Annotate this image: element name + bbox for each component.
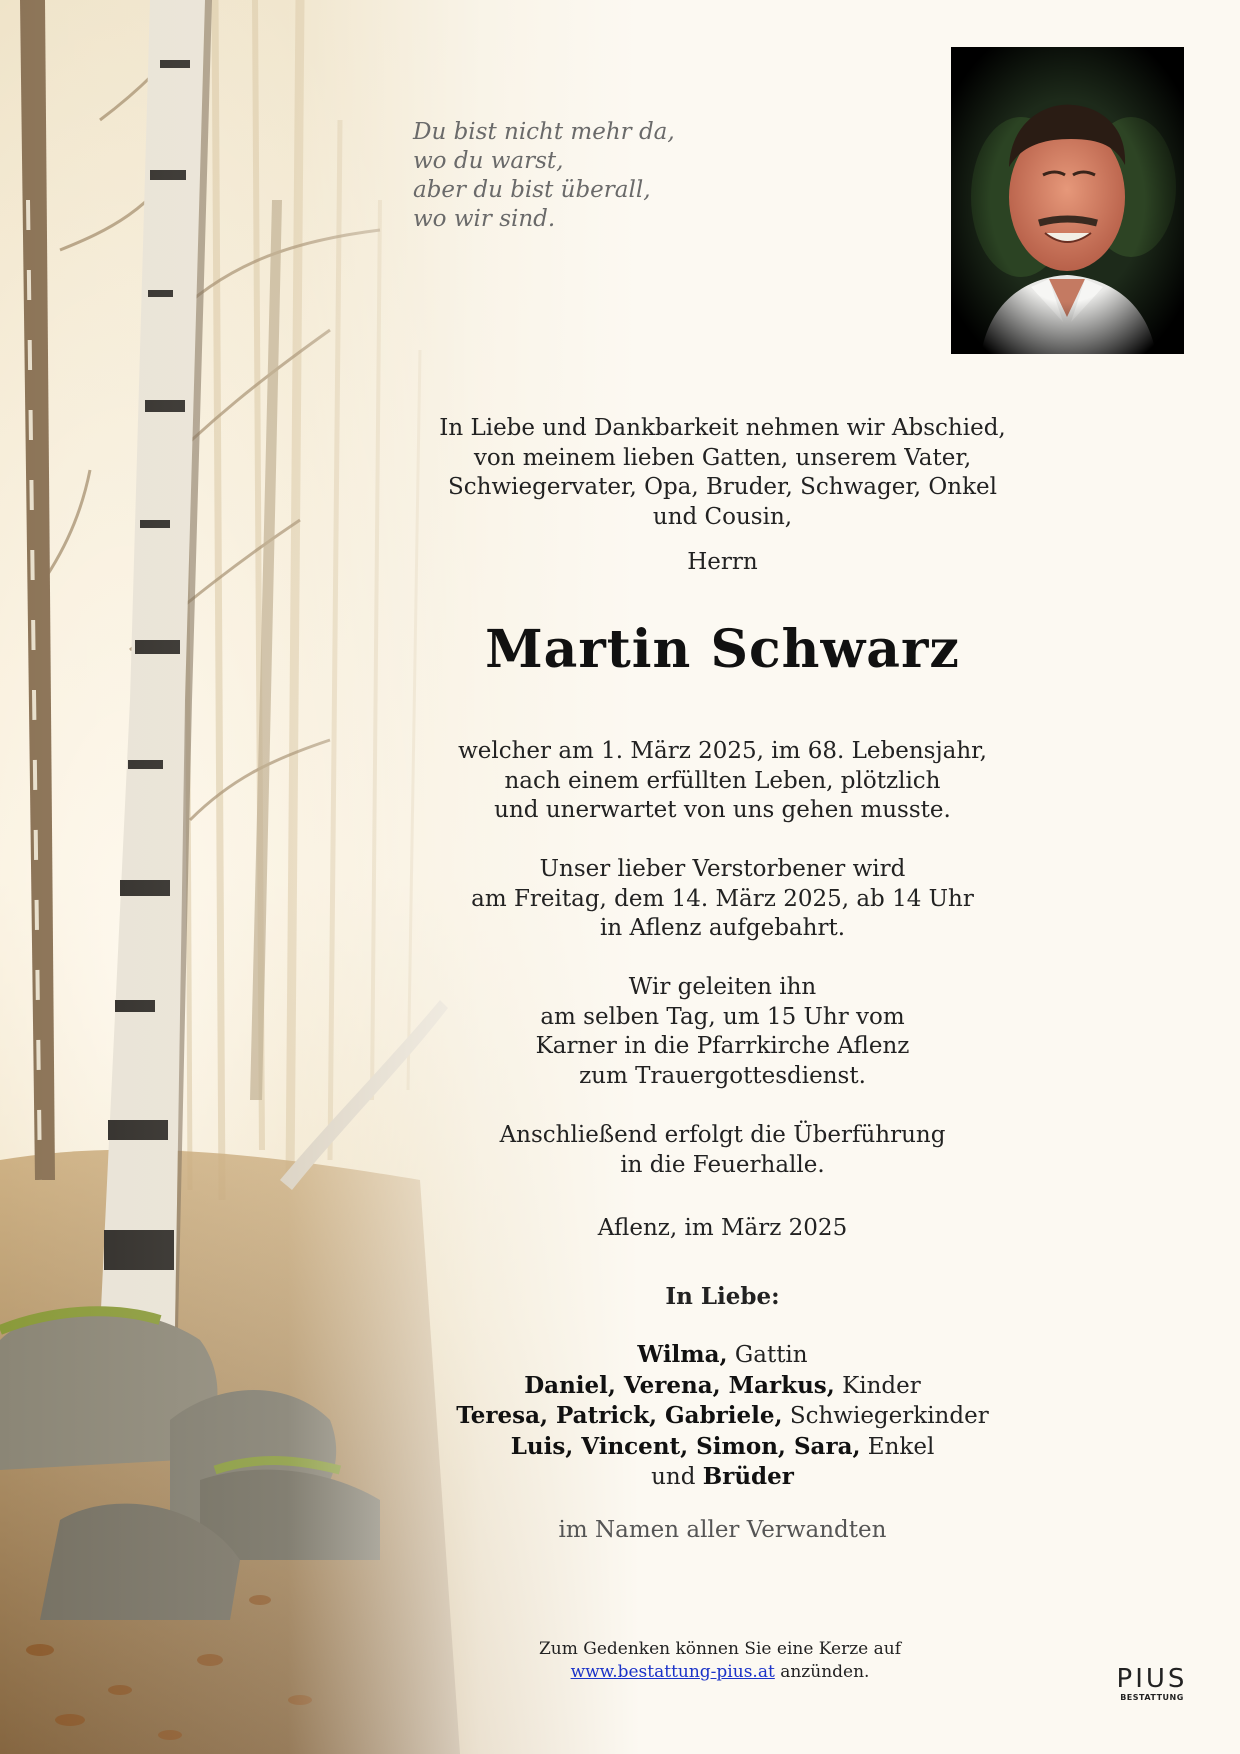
- pius-logo: [1107, 1665, 1197, 1703]
- death-line: nach einem erfüllten Leben, plötzlich: [504, 767, 941, 794]
- death-paragraph: [400, 737, 1045, 826]
- mourner-role: Enkel: [867, 1433, 935, 1460]
- death-line: welcher am 1. März 2025, im 68. Lebensjahr,: [458, 738, 987, 764]
- funeral-line: Wir geleiten ihn: [628, 974, 817, 1000]
- intro-line: In Liebe und Dankbarkeit nehmen wir Abschied,: [439, 415, 1006, 441]
- relatives-note: im Namen aller Verwandten: [558, 1517, 887, 1543]
- transfer-line: Anschließend erfolgt die Überführung: [499, 1122, 946, 1148]
- transfer-paragraph: [400, 1121, 1045, 1180]
- viewing-line: Unser lieber Verstorbener wird: [539, 856, 906, 882]
- funeral-paragraph: [400, 973, 1045, 1091]
- intro-line: von meinem lieben Gatten, unserem Vater,: [473, 444, 972, 471]
- mourner-names: Teresa, Patrick, Gabriele,: [456, 1402, 783, 1429]
- place-date: Aflenz, im März 2025: [597, 1215, 848, 1241]
- mourner-names: Brüder: [702, 1463, 794, 1490]
- funeral-line: Karner in die Pfarrkirche Aflenz: [535, 1033, 910, 1059]
- portrait-photo: [951, 47, 1184, 354]
- mourner-names: Luis, Vincent, Simon, Sara,: [510, 1432, 861, 1460]
- candle-notice: [480, 1638, 960, 1684]
- intro-text: [400, 414, 1045, 532]
- poem-line: wo wir sind.: [413, 206, 556, 232]
- mourner-role: Schwiegerkinder: [789, 1403, 989, 1429]
- funeral-line: zum Trauergottesdienst.: [579, 1062, 866, 1089]
- candle-link[interactable]: www.bestattung-pius.at: [570, 1662, 775, 1682]
- poem: [413, 118, 753, 234]
- mourners-list: [400, 1340, 1045, 1493]
- poem-line: wo du warst,: [413, 148, 564, 174]
- mourner-line-widow: [400, 1340, 1045, 1371]
- poem-line: aber du bist überall,: [413, 177, 651, 203]
- mourner-names: Daniel, Verena, Markus,: [524, 1371, 835, 1399]
- viewing-line: in Aflenz aufgebahrt.: [599, 915, 846, 941]
- in-liebe-heading: In Liebe:: [665, 1283, 780, 1310]
- mourner-role: Gattin: [734, 1342, 808, 1368]
- poem-line: Du bist nicht mehr da,: [413, 119, 675, 145]
- intro-line: Schwiegervater, Opa, Bruder, Schwager, Onkel: [448, 474, 997, 500]
- deceased-name: Martin Schwarz: [485, 619, 960, 680]
- salutation: Herrn: [687, 549, 758, 575]
- funeral-line: am selben Tag, um 15 Uhr vom: [540, 1003, 905, 1030]
- viewing-paragraph: [400, 855, 1045, 944]
- intro-line: und Cousin,: [652, 503, 793, 530]
- mourner-line-grandchildren: [400, 1432, 1045, 1463]
- death-line: und unerwartet von uns gehen musste.: [494, 797, 951, 823]
- mourner-line-brothers: [400, 1462, 1045, 1493]
- logo-subtitle: BESTATTUNG: [1120, 1693, 1184, 1702]
- candle-line: Zum Gedenken können Sie eine Kerze auf: [538, 1639, 902, 1659]
- logo-word: PIUS: [1116, 1664, 1188, 1694]
- candle-suffix: anzünden.: [780, 1662, 870, 1682]
- candle-line: [480, 1661, 960, 1684]
- mourner-line-inlaws: [400, 1401, 1045, 1432]
- mourner-line-children: [400, 1371, 1045, 1402]
- mourner-prefix: und: [651, 1464, 696, 1490]
- mourner-names: Wilma,: [637, 1341, 728, 1368]
- viewing-line: am Freitag, dem 14. März 2025, ab 14 Uhr: [471, 885, 974, 912]
- mourner-role: Kinder: [842, 1372, 921, 1399]
- transfer-line: in die Feuerhalle.: [620, 1151, 825, 1178]
